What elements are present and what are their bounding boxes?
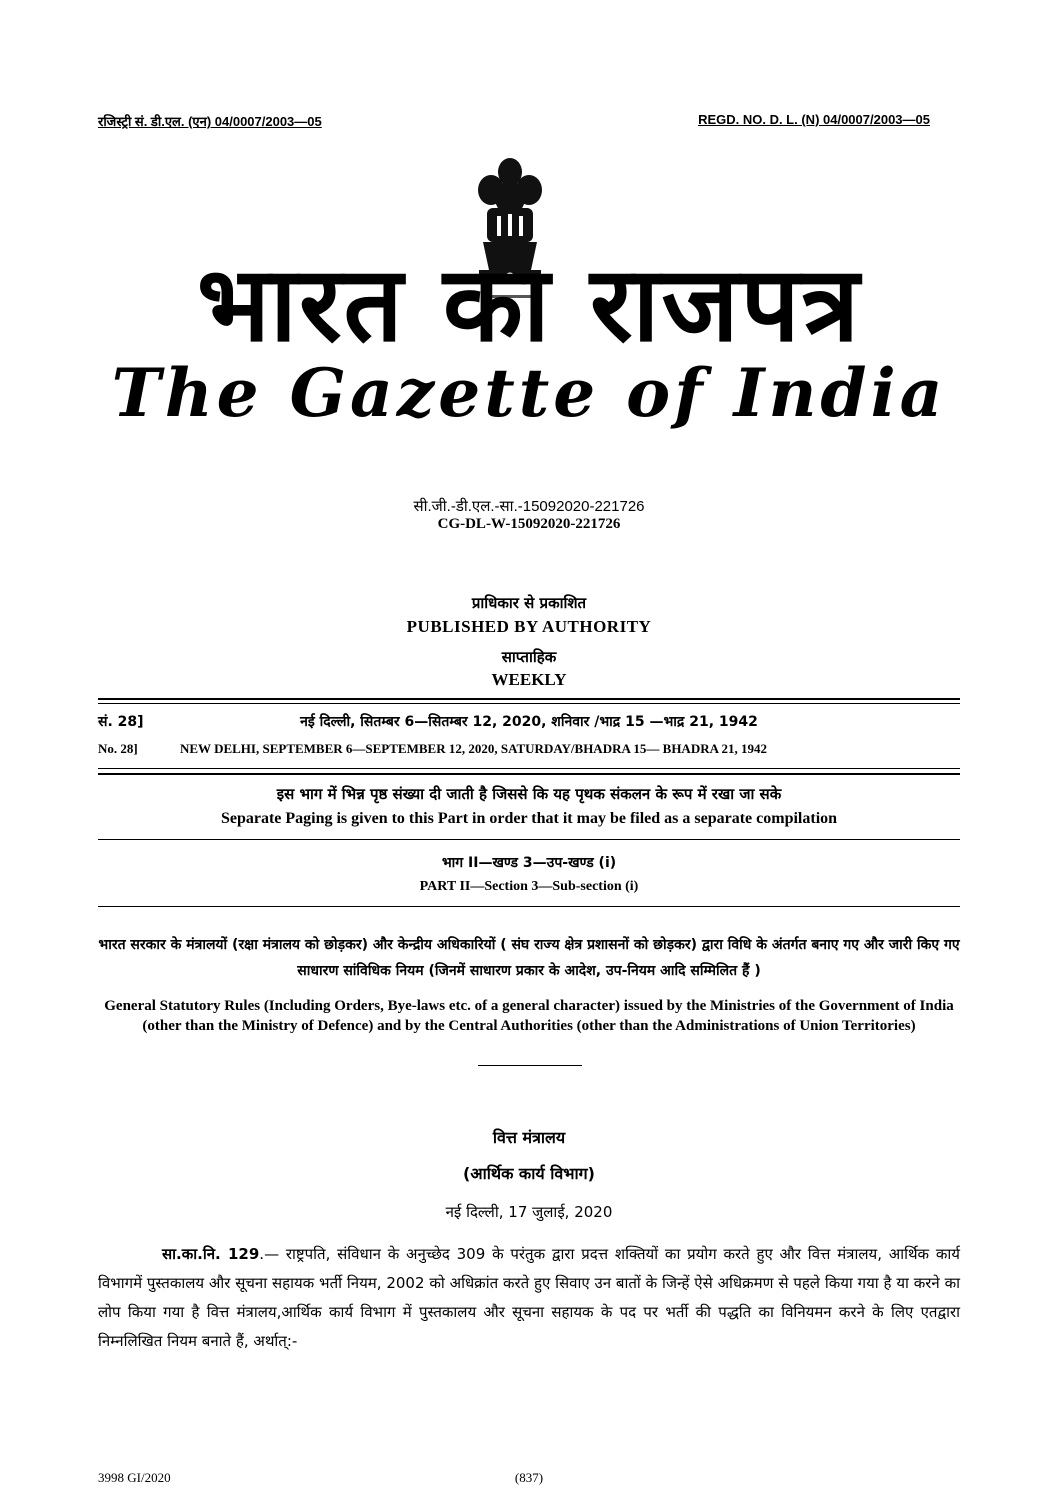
weekly-hindi: साप्ताहिक [501,648,557,666]
separate-paging-english: Separate Paging is given to this Part in order that it may be filed as a separate compilation [220,810,838,827]
department-name: (आर्थिक कार्य विभाग) [463,1164,595,1183]
gazette-title-hindi: भारत का राजपत्र [196,243,862,365]
print-code: 3998 GI/2020 [98,1470,171,1485]
place-and-date: नई दिल्ली, 17 जुलाई, 2020 [445,1203,613,1221]
divider [98,906,960,907]
ministry-name: वित्त मंत्रालय [492,1128,566,1147]
issue-date-english: NEW DELHI, SEPTEMBER 6—SEPTEMBER 12, 2020, SATURDAY/BHADRA 15— BHADRA 21, 1942 [180,741,768,756]
short-divider [478,1065,582,1066]
part-heading-english: PART II—Section 3—Sub-section (i) [419,879,639,894]
regd-number-hindi: रजिस्ट्री सं. डी.एल. (एन) 04/0007/2003—05 [98,114,322,129]
issue-date-hindi: नई दिल्ली, सितम्बर 6—सितम्बर 12, 2020, शनिवार /भाद्र 15 —भाद्र 21, 1942 [300,714,758,730]
page-number: (837) [514,1470,544,1485]
notification-body [98,1240,960,1356]
regd-number-english: REGD. NO. D. L. (N) 04/0007/2003—05 [698,112,930,127]
divider [98,768,960,769]
gazette-title-english: The Gazette of India [111,354,947,432]
issue-number-hindi: सं. 28] [98,714,144,730]
published-by-authority-hindi: प्राधिकार से प्रकाशित [471,594,587,612]
divider [98,839,960,840]
separate-paging-hindi: इस भाग में भिन्न पृष्ठ संख्या दी जाती है जिससे कि यह पृथक संकलन के रूप में रखा जा सके [276,785,782,803]
notification-text: .— राष्ट्रपति, संविधान के अनुच्छेद 309 के परंतुक द्वारा प्रदत्त शक्तियों का प्रयोग करते हुए और वित्त मंत्रालय, आर्थिक कार्य विभागमें पुस्तकालय और सूचना सहायक भर्ती नियम, 2002 को अधिक्रांत करते हुए सिवाए उन बातों के जिन्हें ऐसे अधिक्रमण से पहले किया गया है या करने का लोप किया गया है वित्त मंत्रालय,आर्थिक कार्य विभाग में पुस्तकालय और सूचना सहायक के पद पर भर्ती की पद्धति का विनियमन करने के लिए एतद्वारा निम्नलिखित नियम बनाते हैं, अर्थात्:- [98,1245,960,1350]
gsr-heading-hindi: भारत सरकार के मंत्रालयों (रक्षा मंत्रालय को छोड़कर) और केन्द्रीय अधिकारियों ( संघ राज्य क्षेत्र प्रशासनों को छोड़कर) द्वारा विधि के अंतर्गत बनाए गए और जारी किए गए साधारण सांविधिक नियम (जिनमें साधारण प्रकार के आदेश, उप-नियम आदि सम्मिलित हैं ) [98,937,960,979]
divider [98,698,960,700]
divider [98,773,960,775]
issue-number-english: No. 28] [98,741,138,756]
weekly-english: WEEKLY [491,670,567,689]
gsr-number: सा.का.नि. 129 [162,1245,260,1263]
cg-code-english: CG-DL-W-15092020-221726 [437,516,621,532]
divider [98,703,960,704]
part-heading-hindi: भाग II—खण्ड 3—उप-खण्ड (i) [441,855,617,871]
gsr-heading-english: General Statutory Rules (Including Orders, Bye-laws etc. of a general character) issued by the Ministries of the Government of India (other than the Ministry of Defence) and by the Central Authorities (other than the Administrations of Union Territories) [104,998,954,1034]
published-by-authority-english: PUBLISHED BY AUTHORITY [406,617,652,636]
cg-code-hindi: सी.जी.-डी.एल.-सा.-15092020-221726 [413,498,645,515]
